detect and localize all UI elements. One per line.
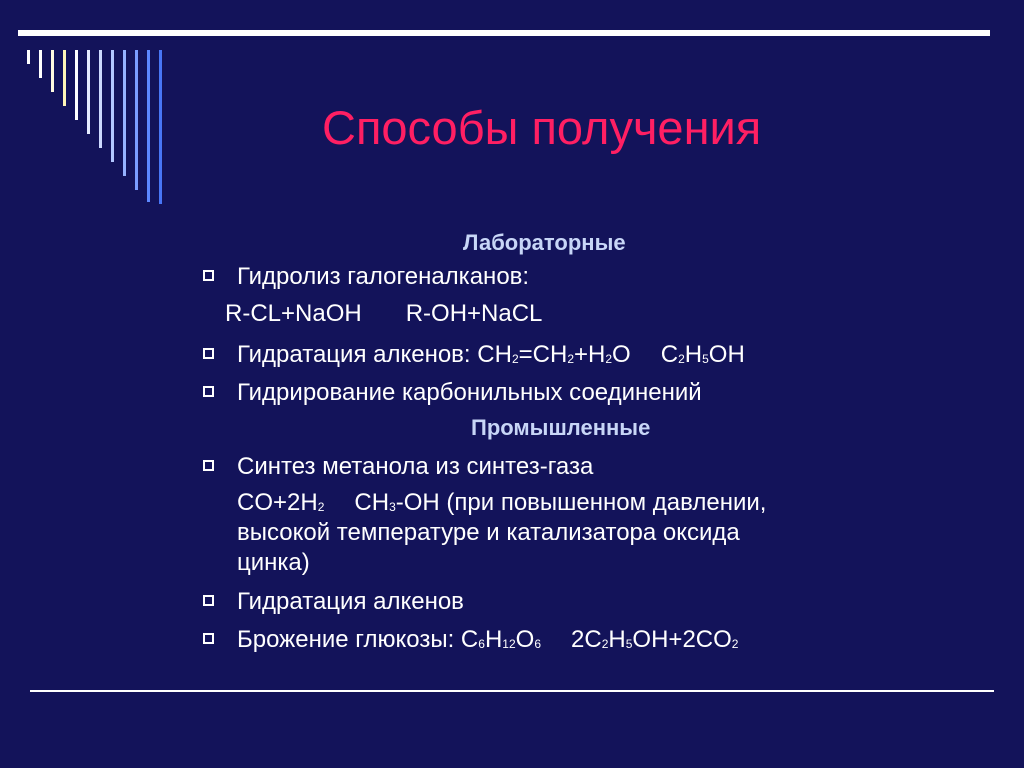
hydrolysis-reaction [225,299,542,329]
synthesis-conditions-2: цинка) [237,549,310,576]
bullet-icon [203,270,214,281]
stripe [51,50,54,92]
hydration-prefix: Гидратация алкенов: CH [237,341,512,368]
stripe [159,50,162,204]
hydration-item: Гидратация алкенов: $CH_2=CH_2+H_2O$ $C_2H_5OH$ [237,341,745,368]
stripe [63,50,66,106]
slide-title: Способы получения [322,101,762,154]
bullet-icon [203,348,214,359]
hydrogenation-item: Гидрирование карбонильных соединений [237,379,702,406]
fermentation-prefix: Брожение глюкозы: C [237,626,479,653]
stripe [123,50,126,176]
lab-heading: Лабораторные [463,230,626,255]
fermentation-item: Брожение глюкозы: $C_6H_{12}O_6$ $2C_2H_5OH+2CO_2$ [237,626,739,653]
industrial-heading: Промышленные [471,415,651,440]
stripe [99,50,102,148]
synthesis-reaction: $CO+2H_2$ $CH_3-OH$ (при повышенном давлении, [237,489,767,516]
synthesis-conditions-1: высокой температуре и катализатора оксида [237,519,740,546]
stripe [147,50,150,202]
stripe [111,50,114,162]
bullet-icon [203,595,214,606]
bottom-rule [30,690,994,692]
bullet-icon [203,633,214,644]
synthesis-item: Синтез метанола из синтез-газа [237,453,594,480]
hydrolysis-item: Гидролиз галогеналканов: [237,263,530,290]
stripe [87,50,90,134]
stripe [135,50,138,190]
bullet-icon [203,386,214,397]
hydration2-item: Гидратация алкенов [237,588,464,615]
reaction-reactants: R-CL+NaOH [225,300,362,327]
decorative-stripes [0,0,180,220]
bullet-icon [203,460,214,471]
stripe [75,50,78,120]
reaction-products: R-OH+NaCL [405,300,543,327]
stripe [27,50,30,64]
stripe [39,50,42,78]
